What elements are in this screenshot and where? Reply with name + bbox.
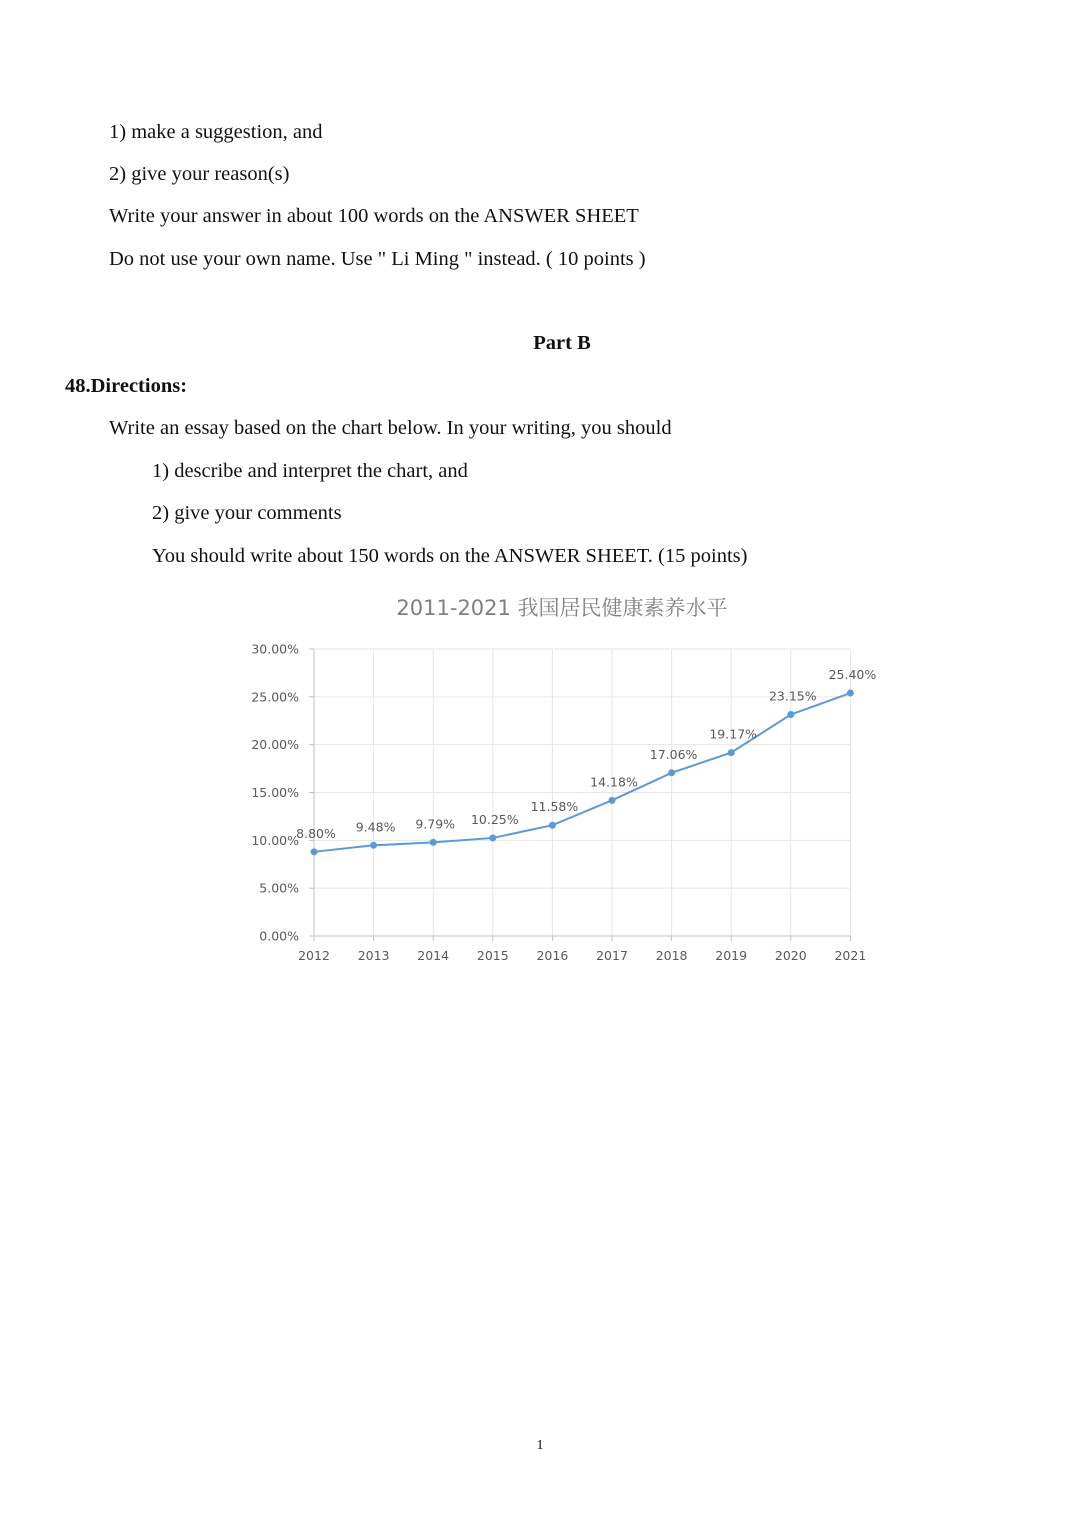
y-tick-label: 10.00% — [251, 832, 299, 848]
x-tick-label: 2020 — [774, 948, 807, 963]
page-number: 1 — [536, 1438, 544, 1453]
word-count-instruction-a: Write your answer in about 100 words on the ANSWER SHEET — [109, 205, 639, 227]
y-tick-label: 20.00% — [251, 737, 299, 753]
word-count-instruction-b: You should write about 150 words on the ANSWER SHEET. (15 points) — [152, 545, 748, 567]
data-label: 9.79% — [415, 816, 456, 832]
data-point — [311, 848, 318, 855]
x-tick-label: 2016 — [536, 948, 569, 963]
data-label: 9.48% — [355, 819, 396, 835]
data-label: 14.18% — [590, 774, 638, 790]
part-b-heading: Part B — [533, 332, 591, 354]
x-tick-label: 2018 — [655, 948, 688, 963]
data-point — [430, 839, 437, 846]
data-point — [489, 834, 496, 841]
data-point — [609, 797, 616, 804]
data-label: 23.15% — [768, 688, 817, 704]
x-tick-label: 2013 — [357, 948, 390, 963]
x-tick-label: 2019 — [715, 948, 748, 963]
data-point — [787, 711, 794, 718]
data-point — [728, 749, 735, 756]
y-tick-label: 0.00% — [259, 928, 299, 944]
data-label: 11.58% — [530, 799, 579, 815]
item-give-comments: 2) give your comments — [152, 502, 342, 524]
x-tick-label: 2012 — [298, 948, 330, 963]
data-label: 19.17% — [709, 726, 758, 742]
item-describe-chart: 1) describe and interpret the chart, and — [152, 460, 468, 482]
essay-intro: Write an essay based on the chart below. In your writing, you should — [109, 417, 672, 439]
data-label: 25.40% — [828, 667, 877, 683]
item-give-reasons: 2) give your reason(s) — [109, 163, 290, 185]
y-tick-label: 15.00% — [251, 785, 299, 800]
x-tick-label: 2014 — [417, 948, 450, 963]
item-make-suggestion: 1) make a suggestion, and — [109, 121, 323, 143]
y-tick-label: 5.00% — [259, 880, 299, 896]
data-point — [847, 690, 854, 697]
data-point — [549, 822, 556, 829]
data-point — [668, 769, 675, 776]
x-tick-label: 2015 — [476, 948, 509, 963]
x-tick-label: 2017 — [596, 948, 628, 963]
y-tick-label: 30.00% — [251, 641, 299, 657]
chart-title: 2011-2021 我国居民健康素养水平 — [396, 596, 728, 620]
question-number-directions: 48.Directions: — [65, 375, 188, 397]
data-label: 8.80% — [296, 825, 336, 841]
x-tick-label: 2021 — [834, 948, 867, 963]
y-tick-label: 25.00% — [251, 689, 299, 705]
data-label: 17.06% — [649, 746, 698, 762]
name-rule: Do not use your own name. Use " Li Ming " instead. ( 10 points ) — [109, 248, 646, 270]
data-label: 10.25% — [470, 811, 519, 827]
line-chart — [240, 636, 890, 976]
data-point — [370, 842, 377, 849]
